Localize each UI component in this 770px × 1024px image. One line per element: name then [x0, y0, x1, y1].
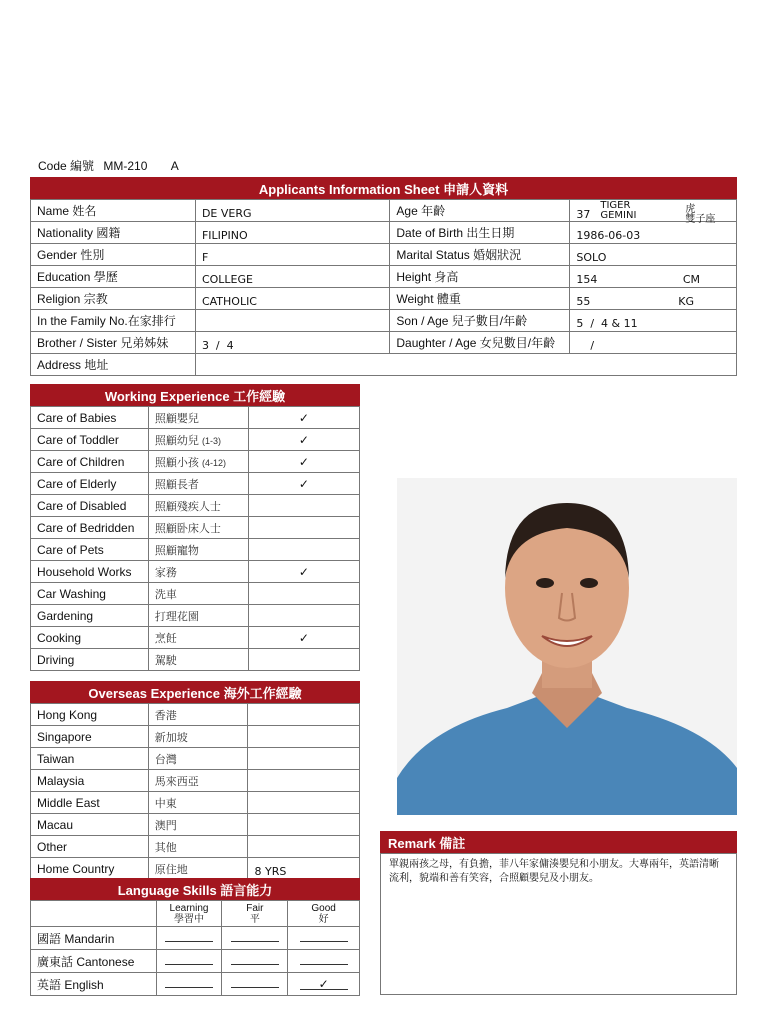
work-item-en: Care of Toddler: [31, 429, 149, 451]
info-row: [31, 244, 737, 266]
sign-cn: 雙子座: [685, 214, 716, 225]
work-item-check: ✓: [248, 451, 359, 473]
work-item-check: ✓: [248, 561, 359, 583]
overseas-item-cn: 澳門: [148, 814, 248, 836]
siblings-label: Brother / Sister 兄弟姊妹: [31, 332, 196, 354]
work-item-en: Care of Disabled: [31, 495, 149, 517]
work-item-cn-text: 打理花園: [154, 610, 199, 623]
family-no-value: [195, 310, 389, 332]
overseas-item-value: [248, 704, 360, 726]
info-row: [31, 310, 737, 332]
weight-unit: KG: [678, 294, 694, 308]
work-item-en: Care of Bedridden: [31, 517, 149, 539]
work-row: [31, 517, 360, 539]
work-row: [31, 407, 360, 429]
language-level-cell: [288, 973, 360, 996]
language-label: 英語 English: [31, 973, 157, 996]
work-row: [31, 605, 360, 627]
overseas-row: [31, 704, 360, 726]
age-value: 37: [576, 208, 591, 221]
dob-value: 1986-06-03: [570, 222, 737, 244]
language-level-cell: [156, 950, 222, 973]
work-table: [30, 406, 360, 671]
overseas-item-cn: 香港: [148, 704, 248, 726]
work-item-check: [248, 649, 359, 671]
level-learning-en: Learning: [169, 902, 209, 914]
work-row: [31, 583, 360, 605]
work-row: [31, 561, 360, 583]
overseas-item-en: Singapore: [31, 726, 149, 748]
work-row: [31, 539, 360, 561]
age-label: Age 年齡: [390, 200, 570, 222]
weight-cell: [570, 288, 737, 310]
language-level-mark: [165, 954, 213, 965]
overseas-item-en: Malaysia: [31, 770, 149, 792]
sheet-title: Applicants Information Sheet 申請人資料: [30, 177, 737, 199]
work-item-en: Cooking: [31, 627, 149, 649]
overseas-item-en: Taiwan: [31, 748, 149, 770]
overseas-item-cn: 其他: [148, 836, 248, 858]
work-title: Working Experience 工作經驗: [30, 384, 360, 406]
overseas-row: [31, 836, 360, 858]
info-row: [31, 266, 737, 288]
name-value: DE VERG: [195, 200, 389, 222]
marital-value: SOLO: [570, 244, 737, 266]
level-good-en: Good: [311, 902, 336, 914]
code-suffix: A: [170, 159, 179, 173]
work-item-check: ✓: [248, 407, 359, 429]
work-item-cn-text: 照顧長者: [154, 478, 199, 491]
work-item-cn: [148, 473, 248, 495]
work-item-cn: [148, 605, 248, 627]
work-row: [31, 473, 360, 495]
work-item-en: Care of Pets: [31, 539, 149, 561]
work-item-cn: [148, 407, 248, 429]
work-item-check: [248, 495, 359, 517]
language-label: 廣東話 Cantonese: [31, 950, 157, 973]
work-item-en: Gardening: [31, 605, 149, 627]
language-title: Language Skills 語言能力: [30, 878, 360, 900]
info-row: [31, 288, 737, 310]
work-item-cn-text: 洗車: [154, 588, 177, 601]
overseas-item-value: [248, 748, 360, 770]
nationality-value: FILIPINO: [195, 222, 389, 244]
language-corner: [31, 901, 157, 927]
work-item-cn: [148, 495, 248, 517]
overseas-item-cn: 馬來西亞: [148, 770, 248, 792]
work-row: [31, 429, 360, 451]
overseas-item-cn: 新加坡: [148, 726, 248, 748]
language-level-mark: [300, 931, 348, 942]
level-learning-cn: 學習中: [173, 913, 204, 925]
level-fair-en: Fair: [246, 902, 264, 914]
height-cell: [570, 266, 737, 288]
work-item-check: ✓: [248, 627, 359, 649]
dob-label: Date of Birth 出生日期: [390, 222, 570, 244]
language-level-mark: ✓: [300, 979, 348, 990]
son-label: Son / Age 兒子數目/年齡: [390, 310, 570, 332]
language-row: [31, 950, 360, 973]
overseas-row: [31, 814, 360, 836]
level-fair: [222, 901, 288, 927]
work-item-cn-text: 烹飪: [154, 632, 177, 645]
overseas-item-en: Home Country: [31, 858, 149, 880]
info-row: [31, 332, 737, 354]
level-learning: [156, 901, 222, 927]
work-item-cn-text: 照顧卧床人士: [154, 522, 221, 535]
height-label: Height 身高: [390, 266, 570, 288]
daughter-value: /: [570, 332, 737, 354]
language-table: [30, 900, 360, 996]
work-item-cn-text: 照顧殘疾人士: [154, 500, 221, 513]
work-item-cn: [148, 649, 248, 671]
siblings-value: 3 / 4: [195, 332, 389, 354]
overseas-item-cn: 原住地: [148, 858, 248, 880]
language-level-cell: [156, 927, 222, 950]
daughter-label: Daughter / Age 女兒數目/年齡: [390, 332, 570, 354]
language-level-cell: [288, 950, 360, 973]
work-item-en: Care of Elderly: [31, 473, 149, 495]
religion-value: CATHOLIC: [195, 288, 389, 310]
info-row: [31, 354, 737, 376]
info-row: [31, 222, 737, 244]
work-item-cn-text: 照顧寵物: [154, 544, 199, 557]
address-label: Address 地址: [31, 354, 196, 376]
level-fair-cn: 平: [249, 913, 260, 925]
overseas-item-value: [248, 770, 360, 792]
address-value: [195, 354, 736, 376]
family-no-label: In the Family No.在家排行: [31, 310, 196, 332]
applicant-photo: [397, 478, 737, 815]
gender-label: Gender 性別: [31, 244, 196, 266]
work-item-cn: [148, 451, 248, 473]
overseas-row: [31, 748, 360, 770]
gender-value: F: [195, 244, 389, 266]
work-item-cn: [148, 429, 248, 451]
work-item-cn: [148, 517, 248, 539]
zodiac-en: TIGER: [600, 200, 631, 211]
level-good: [288, 901, 360, 927]
remark-text: 單親兩孩之母，有負擔，菲八年家傭湊嬰兒和小朋友。大專兩年，英語清晰流利，貌端和善有笑容，合照顧嬰兒及小朋友。: [380, 853, 737, 995]
nationality-label: Nationality 國籍: [31, 222, 196, 244]
overseas-item-value: [248, 726, 360, 748]
work-item-check: [248, 583, 359, 605]
work-item-cn-text: 照顧嬰兒: [154, 412, 199, 425]
work-row: [31, 451, 360, 473]
overseas-item-en: Hong Kong: [31, 704, 149, 726]
overseas-item-value: [248, 814, 360, 836]
language-level-mark: [231, 977, 279, 988]
work-item-en: Household Works: [31, 561, 149, 583]
info-row: [31, 200, 737, 222]
work-row: [31, 627, 360, 649]
portrait-image: [397, 478, 737, 815]
code-label: Code 編號: [38, 159, 95, 173]
education-value: COLLEGE: [195, 266, 389, 288]
overseas-item-value: [248, 792, 360, 814]
son-value: 5 / 4 & 11: [570, 310, 737, 332]
overseas-title: Overseas Experience 海外工作經驗: [30, 681, 360, 703]
work-item-en: Car Washing: [31, 583, 149, 605]
work-item-cn: [148, 539, 248, 561]
overseas-item-cn: 中東: [148, 792, 248, 814]
language-level-mark: [165, 931, 213, 942]
overseas-row: [31, 770, 360, 792]
religion-label: Religion 宗教: [31, 288, 196, 310]
age-cell: [570, 200, 737, 225]
work-item-check: [248, 539, 359, 561]
work-item-sub: (1-3): [201, 435, 221, 446]
sign-en: GEMINI: [600, 210, 637, 221]
work-item-cn-text: 家務: [154, 566, 177, 579]
language-label: 國語 Mandarin: [31, 927, 157, 950]
overseas-row: [31, 726, 360, 748]
overseas-row: [31, 858, 360, 880]
zodiac-cn: 虎: [685, 204, 696, 215]
language-level-cell: [156, 973, 222, 996]
marital-label: Marital Status 婚姻狀況: [390, 244, 570, 266]
height-value: 154: [576, 272, 598, 286]
work-item-cn-text: 駕駛: [154, 654, 177, 667]
overseas-table: [30, 703, 360, 880]
work-item-check: [248, 517, 359, 539]
overseas-item-en: Macau: [31, 814, 149, 836]
work-item-cn: [148, 627, 248, 649]
work-item-cn: [148, 583, 248, 605]
work-row: [31, 495, 360, 517]
language-level-mark: [231, 931, 279, 942]
work-item-en: Care of Children: [31, 451, 149, 473]
language-level-mark: [231, 954, 279, 965]
work-item-sub: (4-12): [201, 457, 226, 468]
remark-title: Remark 備註: [380, 831, 737, 853]
language-level-mark: [165, 977, 213, 988]
work-item-en: Driving: [31, 649, 149, 671]
education-label: Education 學歷: [31, 266, 196, 288]
language-level-mark: [300, 954, 348, 965]
work-item-check: ✓: [248, 429, 359, 451]
language-level-cell: [222, 973, 288, 996]
overseas-row: [31, 792, 360, 814]
work-row: [31, 649, 360, 671]
work-item-check: [248, 605, 359, 627]
code-line: [38, 157, 185, 174]
work-item-cn: [148, 561, 248, 583]
overseas-item-en: Other: [31, 836, 149, 858]
name-label: Name 姓名: [31, 200, 196, 222]
overseas-item-value: 8 YRS: [248, 858, 360, 880]
info-table: [30, 199, 737, 376]
code-number: MM-210: [103, 159, 148, 173]
language-level-cell: [222, 927, 288, 950]
language-header-row: [31, 901, 360, 927]
work-item-check: ✓: [248, 473, 359, 495]
weight-label: Weight 體重: [390, 288, 570, 310]
language-level-cell: [222, 950, 288, 973]
overseas-item-cn: 台灣: [148, 748, 248, 770]
level-good-cn: 好: [318, 913, 329, 925]
language-level-cell: [288, 927, 360, 950]
overseas-item-value: [248, 836, 360, 858]
work-item-cn-text: 照顧幼兒: [154, 434, 199, 447]
work-item-en: Care of Babies: [31, 407, 149, 429]
height-unit: CM: [682, 272, 700, 286]
weight-value: 55: [576, 294, 591, 308]
work-item-cn-text: 照顧小孩: [154, 456, 199, 469]
language-row: [31, 973, 360, 996]
language-row: [31, 927, 360, 950]
overseas-item-en: Middle East: [31, 792, 149, 814]
